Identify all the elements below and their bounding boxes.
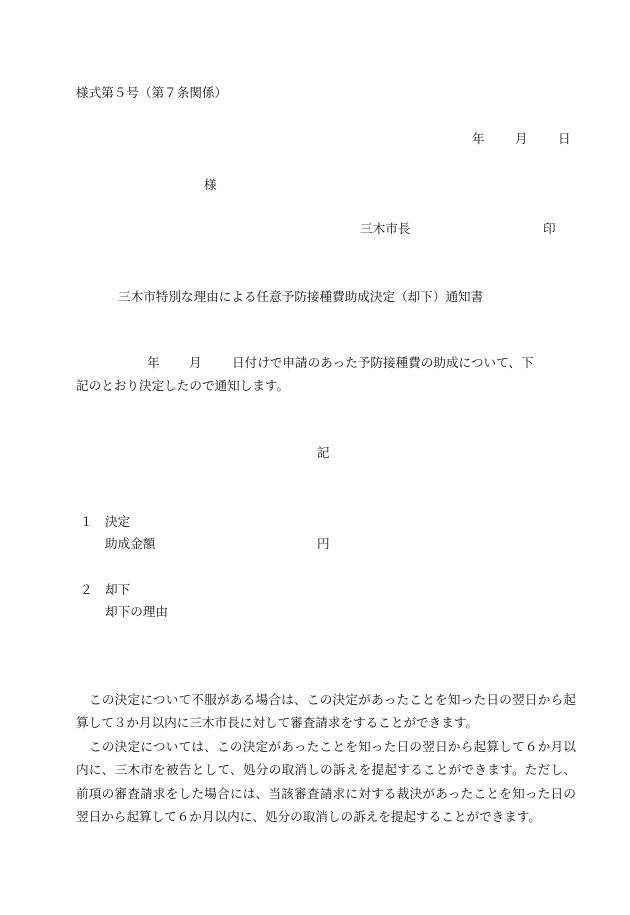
ki-marker: 記 (317, 445, 330, 460)
item1-number: １ (80, 514, 93, 529)
amount-label: 助成金額 (105, 536, 156, 551)
date-month: 月 (515, 131, 528, 146)
intro-line2: 記のとおり決定したので通知します。 (76, 378, 290, 393)
intro-month: 月 (189, 355, 202, 370)
item1-heading: 決定 (105, 514, 131, 529)
notice-paragraph-2: この決定については、この決定があったことを知った日の翌日から起算して６か月以内に、三木市を被告として、処分の取消しの訴えを提起することができます。ただし、前項の審査請求をした場合には、当該審査請求に対する裁決があったことを知った日の翌日から起算して６か月以内に、処分の取消しの訴えを提起することができます。 (76, 738, 576, 825)
reason-label: 却下の理由 (105, 604, 168, 619)
addressee-suffix: 様 (204, 177, 217, 192)
item2-number: ２ (80, 582, 93, 597)
amount-unit: 円 (317, 536, 330, 551)
intro-year: 年 (147, 355, 160, 370)
appeal-notice (76, 688, 576, 828)
date-year: 年 (472, 131, 485, 146)
form-label: 様式第５号（第７条関係） (76, 85, 228, 100)
issuer-name: 三木市長 (360, 221, 411, 236)
intro-line1-rest: 日付けで申請のあった予防接種費の助成について、下 (232, 355, 534, 370)
item2-heading: 却下 (105, 582, 131, 597)
issuer-seal: 印 (543, 221, 556, 236)
notice-paragraph-1: この決定について不服がある場合は、この決定があったことを知った日の翌日から起算して３か月以内に三木市長に対して審査請求をすることができます。 (76, 692, 576, 731)
date-day: 日 (558, 131, 571, 146)
document-title: 三木市特別な理由による任意予防接種費助成決定（却下）通知書 (118, 289, 484, 304)
